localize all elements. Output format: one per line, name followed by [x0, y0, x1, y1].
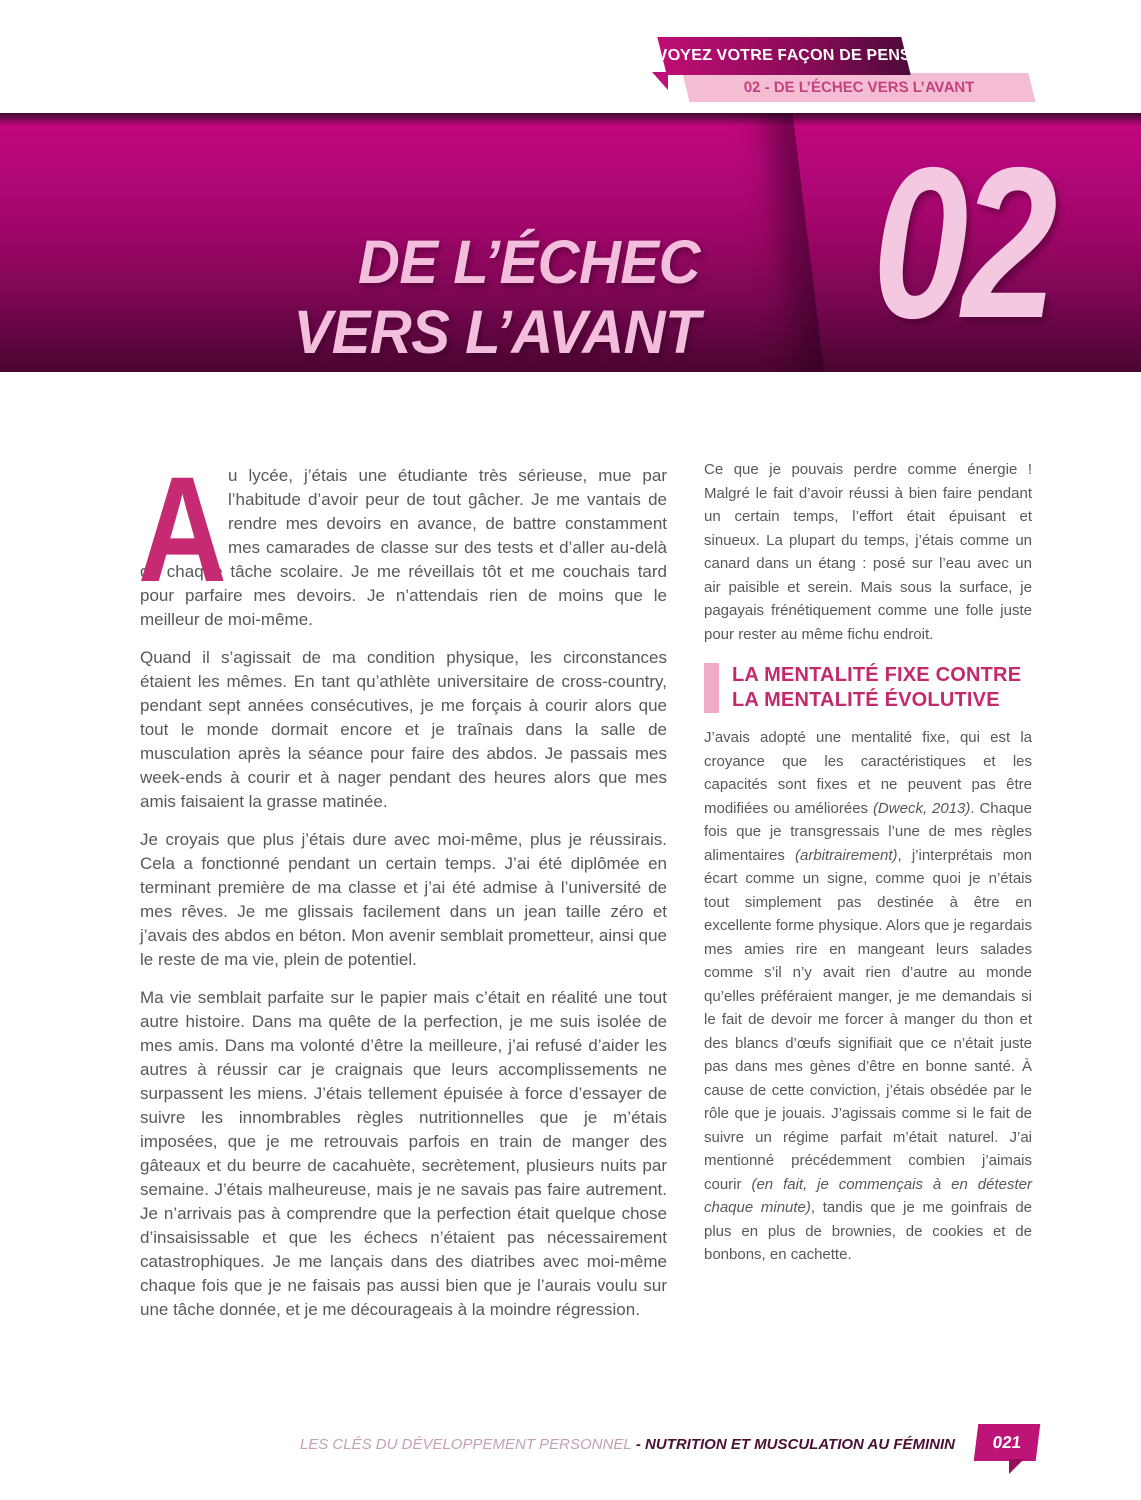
- section-heading: [704, 663, 1032, 713]
- section-heading-line1: LA MENTALITÉ FIXE CONTRE: [732, 664, 1022, 686]
- banner-ribbon-fold: [652, 72, 668, 90]
- page-number-badge: [974, 1424, 1041, 1461]
- paragraph: J’avais adopté une mentalité fixe, qui est la croyance que les caractéristiques et les capacités sont fixes et ne peuvent pas être modifiées ou améliorées (Dweck, 2013). Chaque fois que je transgressais l’une de mes règles alimentaires (arbitrairement), j’interprétais mon écart comme un signe, comme quoi je n’étais tout simplement pas destinée à être en excellente forme physique. Alors que je regardais mes amies rire en mangeant leurs salades comme s’il n’y avait rien d’autre au monde qu’elles préféraient manger, je me demandais si le fait de devoir me forcer à manger du thon et des blancs d’œufs signifiait que ce n’était juste pas dans mes gènes d’être en bonne santé. À cause de cette conviction, j’étais obsédée par le rôle que je jouais. J’agissais comme si le fait de suivre un régime parfait m’était naturel. J’ai mentionné précédemment combien j’aimais courir (en fait, je commençais à en détester chaque minute), tandis que je me goinfrais de plus en plus de brownies, de cookies et de bonbons, en cachette.: [704, 729, 1032, 1263]
- page-number: 021: [991, 1432, 1023, 1452]
- paragraph-text: u lycée, j’étais une étudiante très sérieuse, mue par l’habitude d’avoir peur de tout gâcher. Je me vantais de rendre mes devoirs en avance, de battre constamment mes camarades de classe sur des tests et d’aller au-delà de chaque tâche scolaire. Je me réveillais tôt et me couchais tard pour parfaire mes devoirs. Je n’attendais rien de moins que le meilleur de moi-même.: [140, 466, 667, 629]
- chapter-band: [0, 113, 1141, 372]
- footer-series-title: LES CLÉS DU DÉVELOPPEMENT PERSONNEL: [299, 1436, 632, 1453]
- footer: [300, 1436, 955, 1453]
- section-heading-text: [732, 663, 1021, 713]
- paragraph: [138, 445, 667, 632]
- header-banner-secondary-label: 02 - DE L’ÉCHEC VERS L’AVANT: [741, 79, 977, 96]
- chapter-number: 02: [872, 122, 1051, 363]
- paragraph: Ce que je pouvais perdre comme énergie ! Malgré le fait d’avoir réussi à bien faire pendant un certain temps, l’effort était épuisant et sinueux. La plupart du temps, j’étais comme un canard dans un étang : posé sur l’eau avec un air paisible et serein. Mais sous la surface, je pagayais frénétiquement comme une folle juste pour rester au même fichu endroit.: [704, 461, 1032, 643]
- page-badge-fold: [1009, 1459, 1024, 1474]
- footer-book-title: NUTRITION ET MUSCULATION AU FÉMININ: [645, 1436, 955, 1453]
- footer-separator: -: [631, 1436, 646, 1453]
- section-heading-bar: [704, 663, 719, 713]
- paragraph: Je croyais que plus j’étais dure avec moi-même, plus je réussirais. Cela a fonctionné pendant un certain temps. J’ai été diplômée en terminant première de ma classe et j’ai été admise à l’université de mes rêves. Je me glissais facilement dans un jean taille zéro et j’avais des abdos en béton. Mon avenir semblait prometteur, ainsi que le reste de ma vie, plein de potentiel.: [140, 830, 667, 969]
- drop-cap: A: [138, 445, 227, 613]
- header-banner-primary: [632, 37, 936, 75]
- header-banner-primary-label: REVOYEZ VOTRE FAÇON DE PENSER: [632, 47, 936, 64]
- chapter-title-line1: DE L’ÉCHEC: [358, 227, 700, 297]
- body-right-column: [704, 458, 1032, 1280]
- header-banner-secondary: [682, 73, 1035, 102]
- body-left-column: [138, 445, 667, 1336]
- section-heading-line2: LA MENTALITÉ ÉVOLUTIVE: [732, 689, 1000, 711]
- chapter-title: [294, 228, 700, 368]
- paragraph: Quand il s’agissait de ma condition physique, les circonstances étaient les mêmes. En tant qu’athlète universitaire de cross-country, pendant sept années consécutives, je me forçais à courir alors que tout le monde dormait encore et je traînais dans la salle de musculation après la séance pour faire des abdos. Je passais mes week-ends à courir et à nager pendant des heures alors que mes amis faisaient la grasse matinée.: [140, 648, 667, 811]
- paragraph: Ma vie semblait parfaite sur le papier mais c’était en réalité une tout autre histoire. Dans ma quête de la perfection, je me suis isolée de mes amis. Dans ma volonté d’être la meilleure, j’ai refusé d’aider les autres à réussir car je craignais que leurs accomplissements ne surpassent les miens. J’étais tellement épuisée à force d’essayer de suivre les innombrables règles nutritionnelles que je m’étais imposées, que je me retrouvais parfois en train de manger des gâteaux et du beurre de cacahuète, secrètement, plusieurs nuits par semaine. J’étais malheureuse, mais je ne savais pas faire autrement. Je n’arrivais pas à comprendre que la perfection était quelque chose d’insaisissable et que les échecs n’étaient pas nécessairement catastrophiques. Je me lançais dans des diatribes avec moi-même chaque fois que je ne faisais pas aussi bien que je l’aurais voulu sur une tâche donnée, et je me décourageais à la moindre régression.: [140, 988, 667, 1319]
- chapter-title-line2: VERS L’AVANT: [293, 297, 700, 367]
